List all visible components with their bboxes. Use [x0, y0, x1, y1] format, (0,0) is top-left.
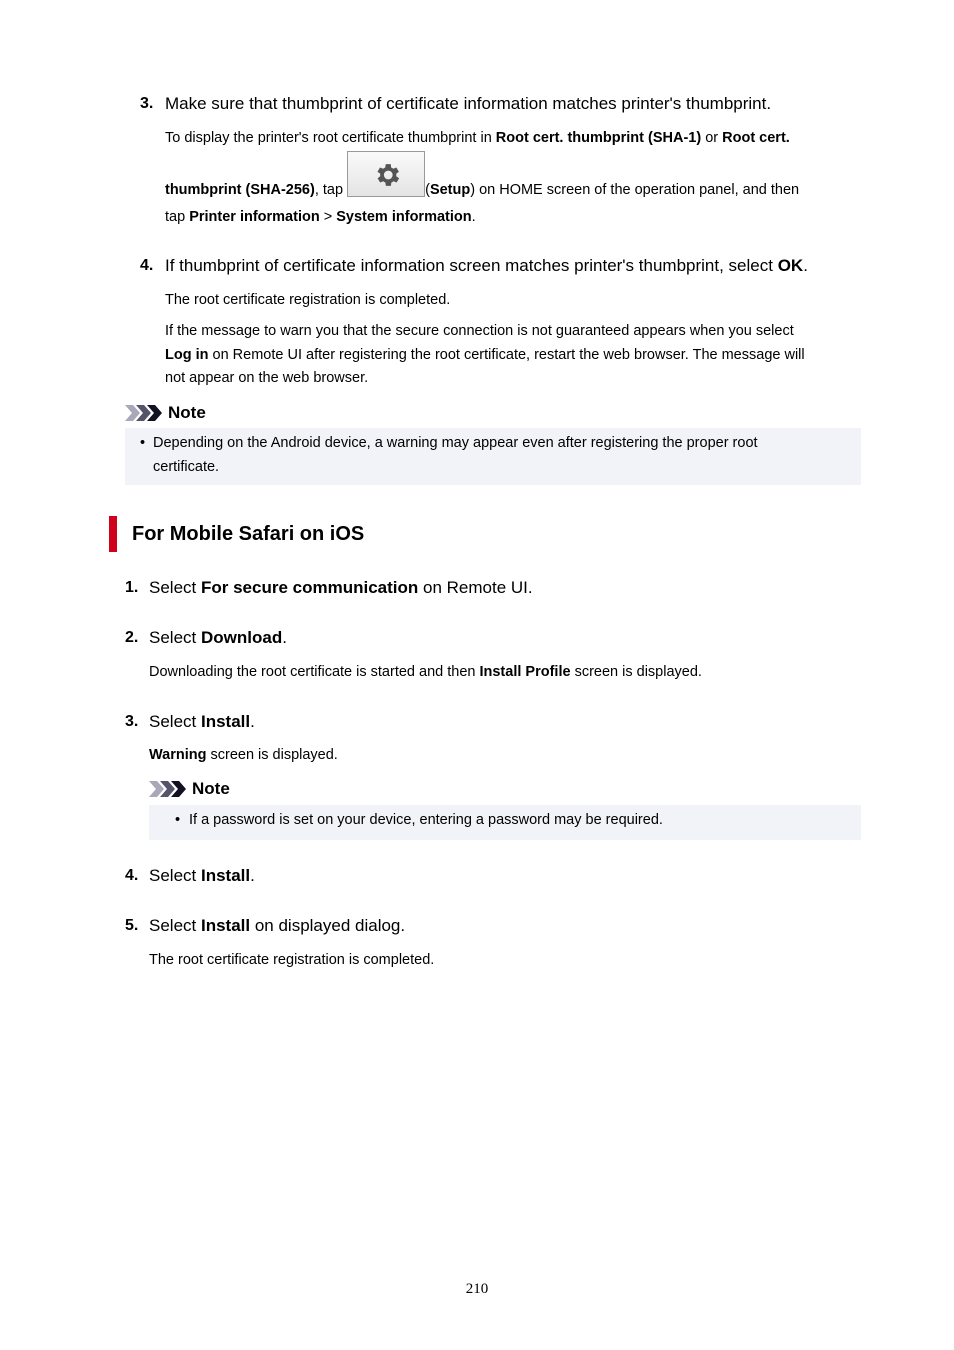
setup-button-image [347, 151, 425, 197]
step-number: 5. [125, 917, 139, 934]
step-title: Select Install. [149, 866, 255, 885]
note-text-line: certificate. [153, 459, 220, 475]
step-number: 4. [140, 257, 154, 274]
step-number: 3. [125, 713, 139, 730]
step-title: Select Install. [149, 712, 255, 731]
note-box [125, 428, 861, 485]
section-title: For Mobile Safari on iOS [132, 523, 365, 545]
note-text-line: Depending on the Android device, a warning may appear even after registering the proper root [153, 435, 758, 451]
step-description: The root certificate registration is completed. [165, 292, 451, 308]
bullet: • [175, 812, 181, 828]
page-number: 210 [465, 1281, 489, 1297]
note-box [149, 805, 861, 840]
step-number: 3. [140, 95, 154, 112]
note-heading [125, 402, 206, 424]
step-title: If thumbprint of certificate information screen matches printer's thumbprint, select OK. [165, 256, 808, 275]
step-description-line: To display the printer's root certificate thumbprint in Root cert. thumbprint (SHA-1) or Root cert. [165, 130, 790, 146]
step-description: Downloading the root certificate is started and then Install Profile screen is displayed. [149, 664, 702, 680]
section-accent-bar [109, 516, 117, 552]
step-description-line: not appear on the web browser. [165, 370, 369, 386]
note-label: Note [192, 779, 230, 798]
step-title: Select Download. [149, 628, 287, 647]
step-title: Select For secure communication on Remote UI. [149, 578, 533, 597]
note-text-line: If a password is set on your device, entering a password may be required. [189, 812, 663, 828]
step-title: Select Install on displayed dialog. [149, 916, 406, 935]
step-description: The root certificate registration is completed. [149, 952, 435, 968]
note-chevrons-icon [149, 781, 187, 797]
step-description: Warning screen is displayed. [149, 747, 338, 763]
note-label: Note [168, 403, 206, 422]
step-number: 4. [125, 867, 139, 884]
step-description-line: If the message to warn you that the secure connection is not guaranteed appears when you select [165, 323, 794, 339]
gear-icon [372, 160, 402, 190]
note-chevrons-icon [125, 405, 163, 421]
step-description-line: Log in on Remote UI after registering the root certificate, restart the web browser. The message will [165, 347, 805, 363]
note-heading [149, 778, 230, 800]
step-description-line: thumbprint (SHA-256), tap (Setup) on HOME screen of the operation panel, and then [165, 151, 799, 203]
step-description-line: tap Printer information > System information. [165, 209, 476, 225]
step-number: 2. [125, 629, 139, 646]
bullet: • [140, 435, 146, 451]
step-number: 1. [125, 579, 139, 596]
step-title: Make sure that thumbprint of certificate information matches printer's thumbprint. [165, 94, 772, 113]
